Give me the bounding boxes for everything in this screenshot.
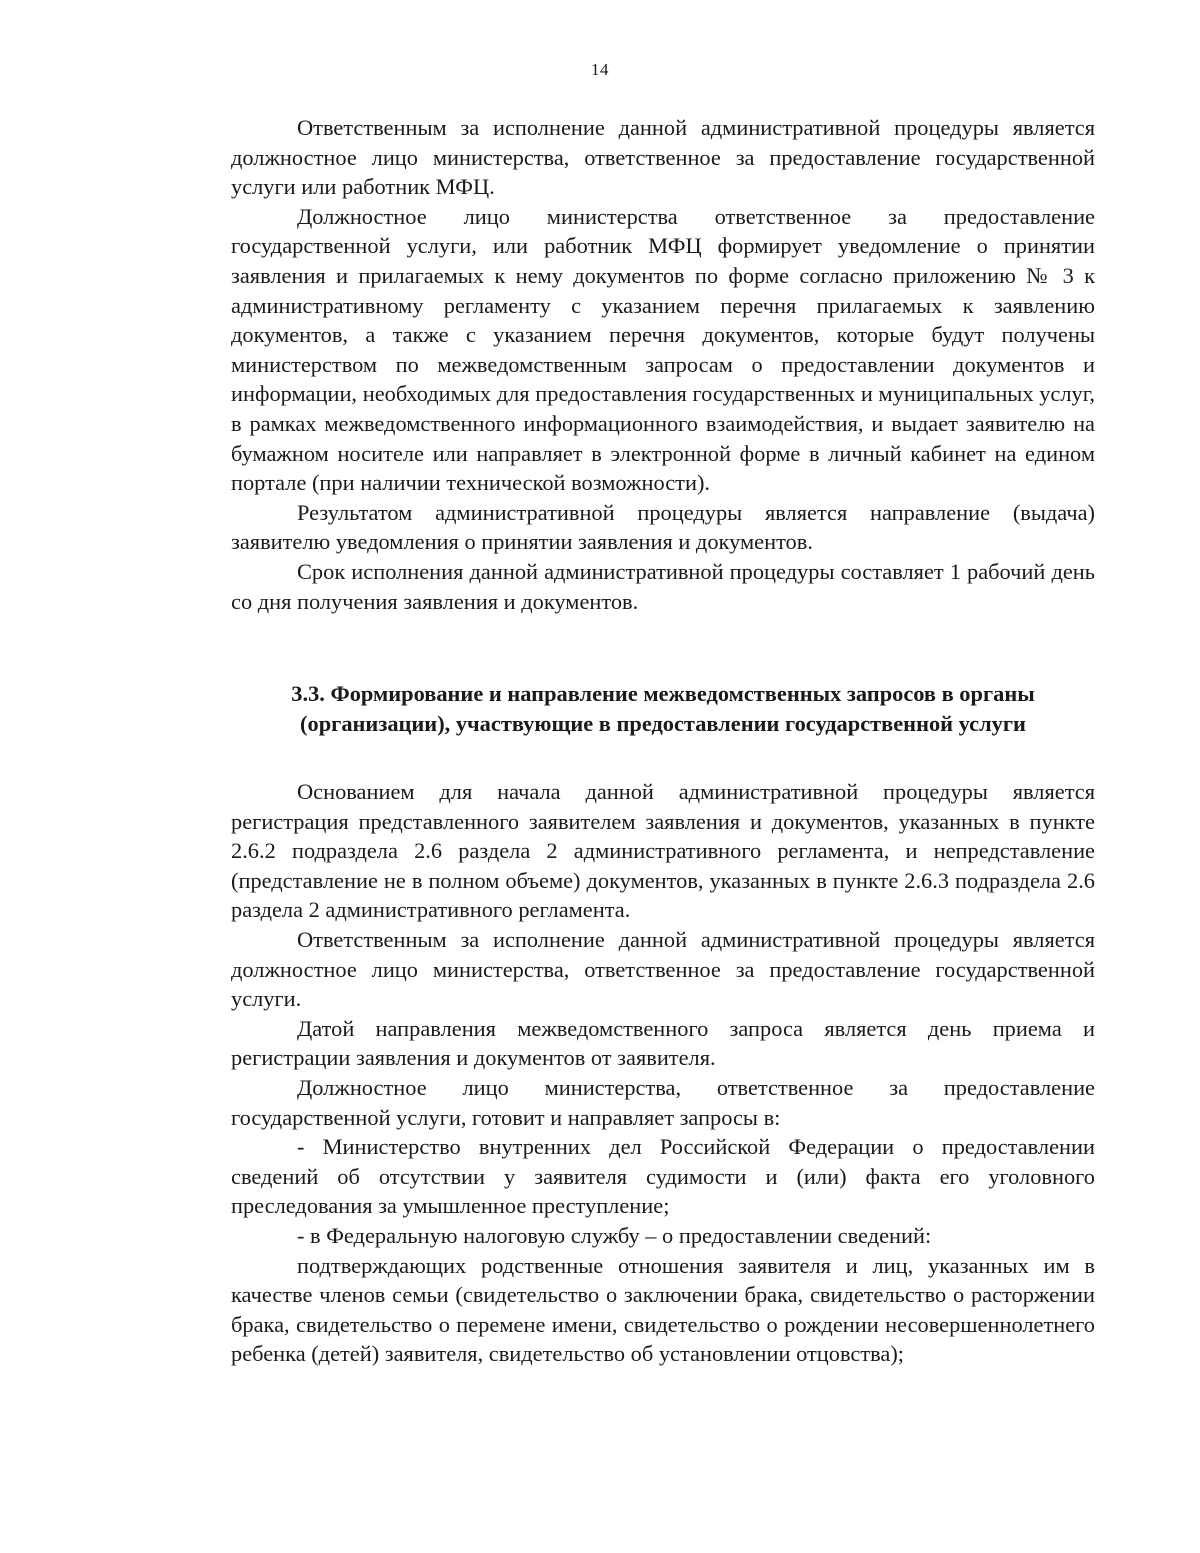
paragraph-responsible-officer: Ответственным за исполнение данной административной процедуры является должностное лицо министерства, ответственное за предоставление государственной услуги или работник МФЦ. <box>231 115 1095 200</box>
paragraph-responsible-officer-2: Ответственным за исполнение данной административной процедуры является должностное лицо министерства, ответственное за предоставление государственной услуги. <box>231 926 1095 1012</box>
section-b-body <box>231 777 1095 1369</box>
list-item-mvd: - Министерство внутренних дел Российской Федерации о предоставлении сведений об отсутствии у заявителя судимости и (или) факта его уголовного преследования за умышленное преступление; <box>231 1134 1095 1219</box>
section-heading-line-1: 3.3. Формирование и направление межведомственных запросов в органы <box>291 681 1035 706</box>
list-item-fns: - в Федеральную налоговую службу – о предоставлении сведений: <box>297 1222 932 1248</box>
paragraph-notification-forming: Должностное лицо министерства ответственное за предоставление государственной услуги, или работник МФЦ формирует уведомление о принятии заявления и прилагаемых к нему документов по форме согласно приложению № 3 к административному регламенту с указанием перечня прилагаемых к заявлению документов, а также с указанием перечня документов, которые будут получены министерством по межведомственным запросам о предоставлении документов и информации, необходимых для предоставления государственных и муниципальных услуг, в рамках межведомственного информационного взаимодействия, и выдает заявителю на бумажном носителе или направляет в электронной форме в личный кабинет на едином портале (при наличии технической возможности). <box>231 203 1095 496</box>
paragraph-request-date: Датой направления межведомственного запроса является день приема и регистрации заявления и документов от заявителя. <box>231 1015 1095 1071</box>
paragraph-result: Результатом административной процедуры является направление (выдача) заявителю уведомления о принятии заявления и документов. <box>231 499 1095 555</box>
page-number: 14 <box>591 60 609 79</box>
paragraph-requests-intro: Должностное лицо министерства, ответственное за предоставление государственной услуги, готовит и направляет запросы в: <box>231 1074 1095 1130</box>
section-heading <box>231 679 1095 738</box>
paragraph-grounds: Основанием для начала данной административной процедуры является регистрация представленного заявителем заявления и документов, указанных в пункте 2.6.2 подраздела 2.6 раздела 2 административного регламента, и непредставление (представление не в полном объеме) документов, указанных в пункте 2.6.3 подраздела 2.6 раздела 2 административного регламента. <box>231 779 1095 923</box>
list-item-kinship-documents: подтверждающих родственные отношения заявителя и лиц, указанных им в качестве членов семьи (свидетельство о заключении брака, свидетельство о расторжении брака, свидетельство о перемене имени, свидетельство о рождении несовершеннолетнего ребенка (детей) заявителя, свидетельство об установлении отцовства); <box>231 1252 1095 1367</box>
paragraph-deadline: Срок исполнения данной административной процедуры составляет 1 рабочий день со дня получения заявления и документов. <box>231 558 1095 614</box>
section-a-body <box>231 113 1095 616</box>
section-heading-line-2: (организации), участвующие в предоставлении государственной услуги <box>300 710 1026 736</box>
